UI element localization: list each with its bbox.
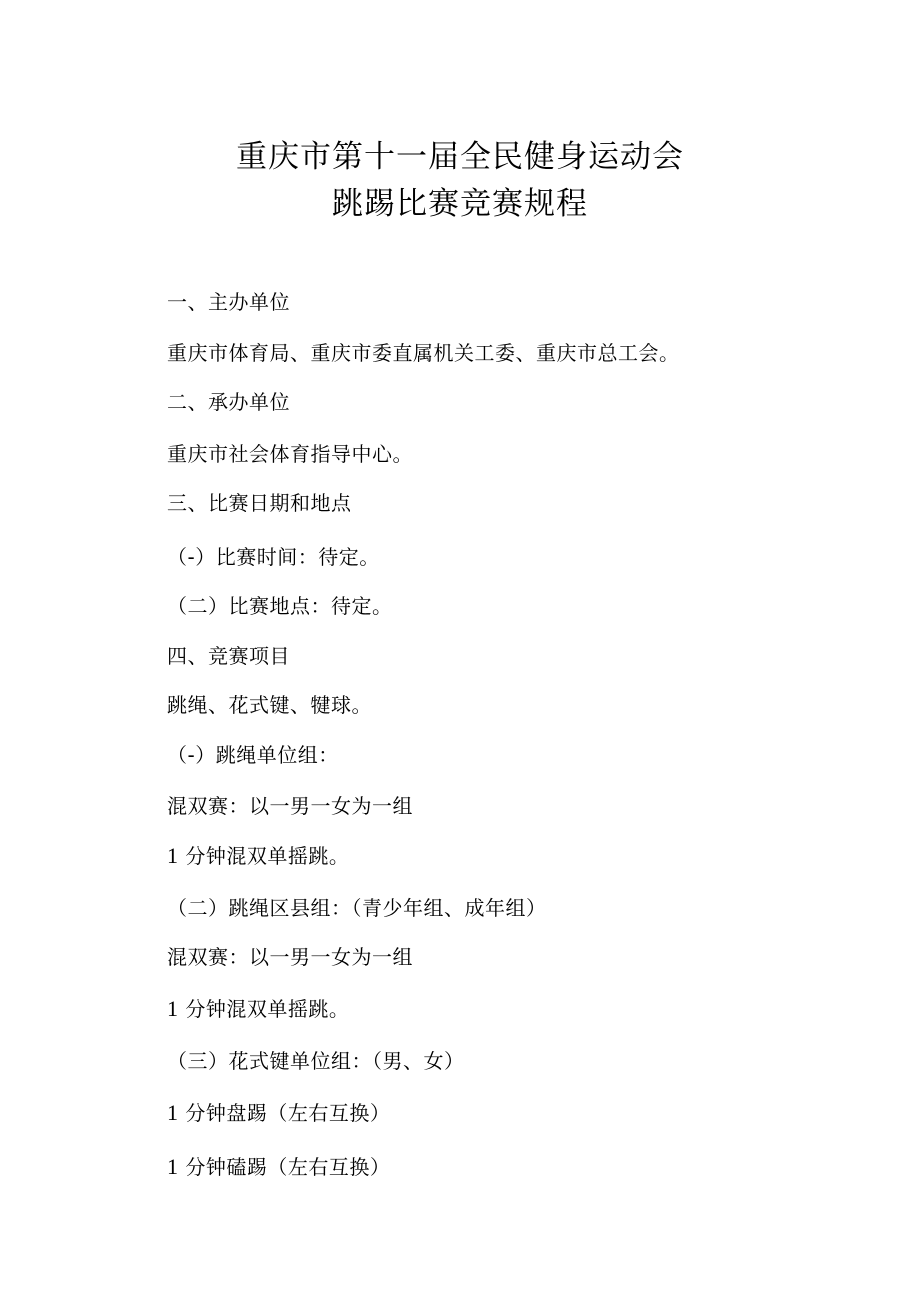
section-heading-organizer: 一、主办单位	[167, 290, 290, 314]
paragraph-shuttlecock-event-1	[167, 1100, 390, 1126]
line-text: 分钟磕踢（左右互换）	[185, 1155, 391, 1179]
section-heading-date-venue: 三、比赛日期和地点	[167, 491, 352, 515]
section-heading-events: 四、竞赛项目	[167, 644, 290, 668]
section-heading-host: 二、承办单位	[167, 390, 290, 414]
paragraph-organizer: 重庆市体育局、重庆市委直属机关工委、重庆市总工会。	[167, 341, 680, 365]
paragraph-events: 跳绳、花式键、犍球。	[167, 693, 372, 717]
line-text: 分钟盘踢（左右互换）	[185, 1101, 391, 1125]
line-text: 分钟混双单摇跳。	[185, 844, 350, 868]
line-text: 分钟混双单摇跳。	[185, 997, 350, 1021]
subheading-rope-unit: （-）跳绳单位组：	[167, 743, 339, 767]
paragraph-host: 重庆市社会体育指导中心。	[167, 442, 413, 466]
paragraph-mixed-doubles-2: 混双赛：以一男一女为一组	[167, 945, 413, 969]
subheading-rope-district: （二）跳绳区县组：（青少年组、成年组）	[167, 896, 547, 920]
paragraph-shuttlecock-event-2	[167, 1154, 390, 1180]
document-title-line-2: 跳踢比赛竞赛规程	[332, 186, 588, 222]
line-number: 1	[167, 1100, 179, 1125]
line-number: 1	[167, 996, 179, 1021]
line-number: 1	[167, 843, 179, 868]
paragraph-rope-event-2	[167, 996, 349, 1022]
paragraph-rope-event-1	[167, 843, 349, 869]
paragraph-venue: （二）比赛地点：待定。	[167, 594, 393, 618]
line-number: 1	[167, 1154, 179, 1179]
paragraph-mixed-doubles-1: 混双赛：以一男一女为一组	[167, 794, 413, 818]
subheading-shuttlecock-unit: （三）花式键单位组：（男、女）	[167, 1049, 465, 1073]
document-title-line-1: 重庆市第十一届全民健身运动会	[236, 139, 684, 175]
paragraph-time: （-）比赛时间：待定。	[167, 545, 380, 569]
